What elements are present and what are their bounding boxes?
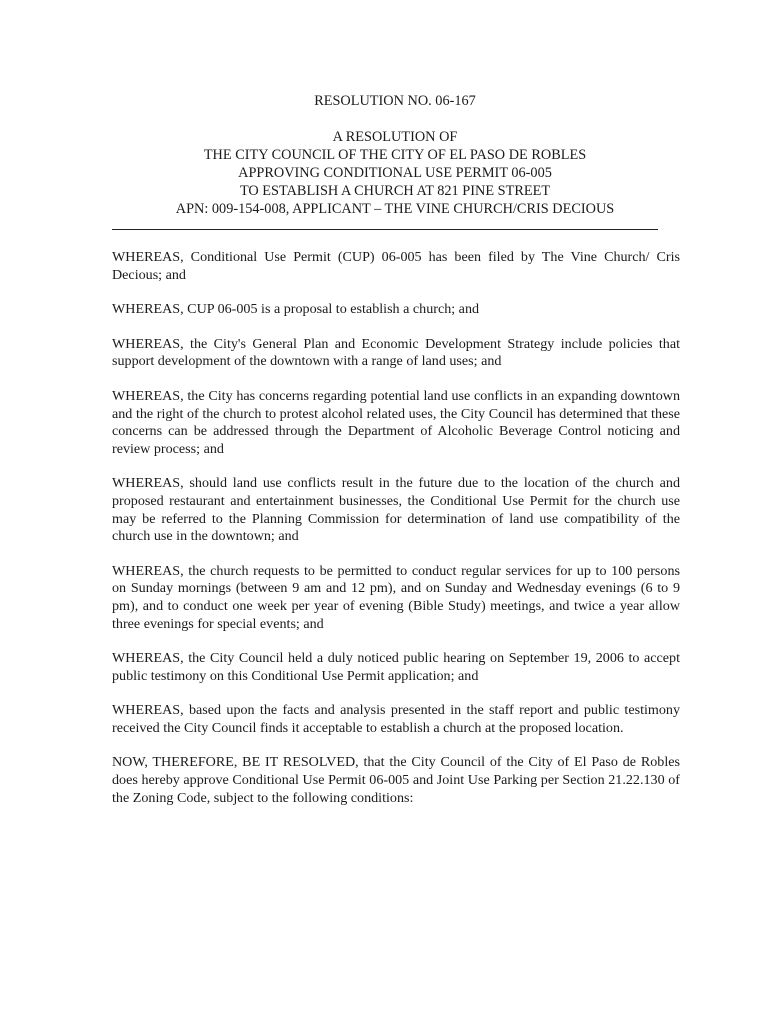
- resolution-body: [112, 249, 680, 824]
- whereas-paragraph: WHEREAS, should land use conflicts result in the future due to the location of the church and proposed restaurant and entertainment businesses, the Conditional Use Permit for the church use may be referred to the Planning Commission for determination of land use compatibility of the church use in the downtown; and: [112, 475, 680, 545]
- resolution-title: [110, 128, 680, 218]
- resolution-number: RESOLUTION NO. 06-167: [314, 93, 476, 109]
- title-line: APPROVING CONDITIONAL USE PERMIT 06-005: [238, 165, 552, 181]
- whereas-paragraph: WHEREAS, Conditional Use Permit (CUP) 06-005 has been filed by The Vine Church/ Cris Decious; and: [112, 249, 680, 283]
- whereas-paragraph: WHEREAS, the church requests to be permitted to conduct regular services for up to 100 persons on Sunday mornings (between 9 am and 12 pm), and on Sunday and Wednesday evenings (6 to 9 pm), and to conduct one week per year of evening (Bible Study) meetings, and twice a year allow three evenings for special events; and: [112, 562, 680, 632]
- title-line: TO ESTABLISH A CHURCH AT 821 PINE STREET: [239, 183, 551, 199]
- resolved-paragraph: NOW, THEREFORE, BE IT RESOLVED, that the City Council of the City of El Paso de Robles does hereby approve Conditional Use Permit 06-005 and Joint Use Parking per Section 21.22.130 of the Zoning Code, subject to the following conditions:: [112, 754, 680, 806]
- whereas-paragraph: WHEREAS, the City's General Plan and Economic Development Strategy include policies that support development of the downtown with a range of land uses; and: [112, 335, 680, 370]
- whereas-paragraph: WHEREAS, based upon the facts and analysis presented in the staff report and public testimony received the City Council finds it acceptable to establish a church at the proposed location.: [112, 702, 680, 736]
- whereas-paragraph: WHEREAS, the City Council held a duly noticed public hearing on September 19, 2006 to accept public testimony on this Conditional Use Permit application; and: [112, 650, 680, 684]
- title-line: A RESOLUTION OF: [332, 129, 458, 145]
- title-line: APN: 009-154-008, APPLICANT – THE VINE CHURCH/CRIS DECIOUS: [175, 201, 615, 217]
- title-line: THE CITY COUNCIL OF THE CITY OF EL PASO DE ROBLES: [203, 147, 587, 163]
- whereas-paragraph: WHEREAS, CUP 06-005 is a proposal to establish a church; and: [112, 301, 480, 318]
- resolution-header: [110, 92, 680, 218]
- whereas-paragraph: WHEREAS, the City has concerns regarding potential land use conflicts in an expanding downtown and the right of the church to protest alcohol related uses, the City Council has determined that these concerns can be addressed through the Department of Alcoholic Beverage Control noticing and review process; and: [112, 387, 680, 457]
- header-divider: [112, 229, 658, 230]
